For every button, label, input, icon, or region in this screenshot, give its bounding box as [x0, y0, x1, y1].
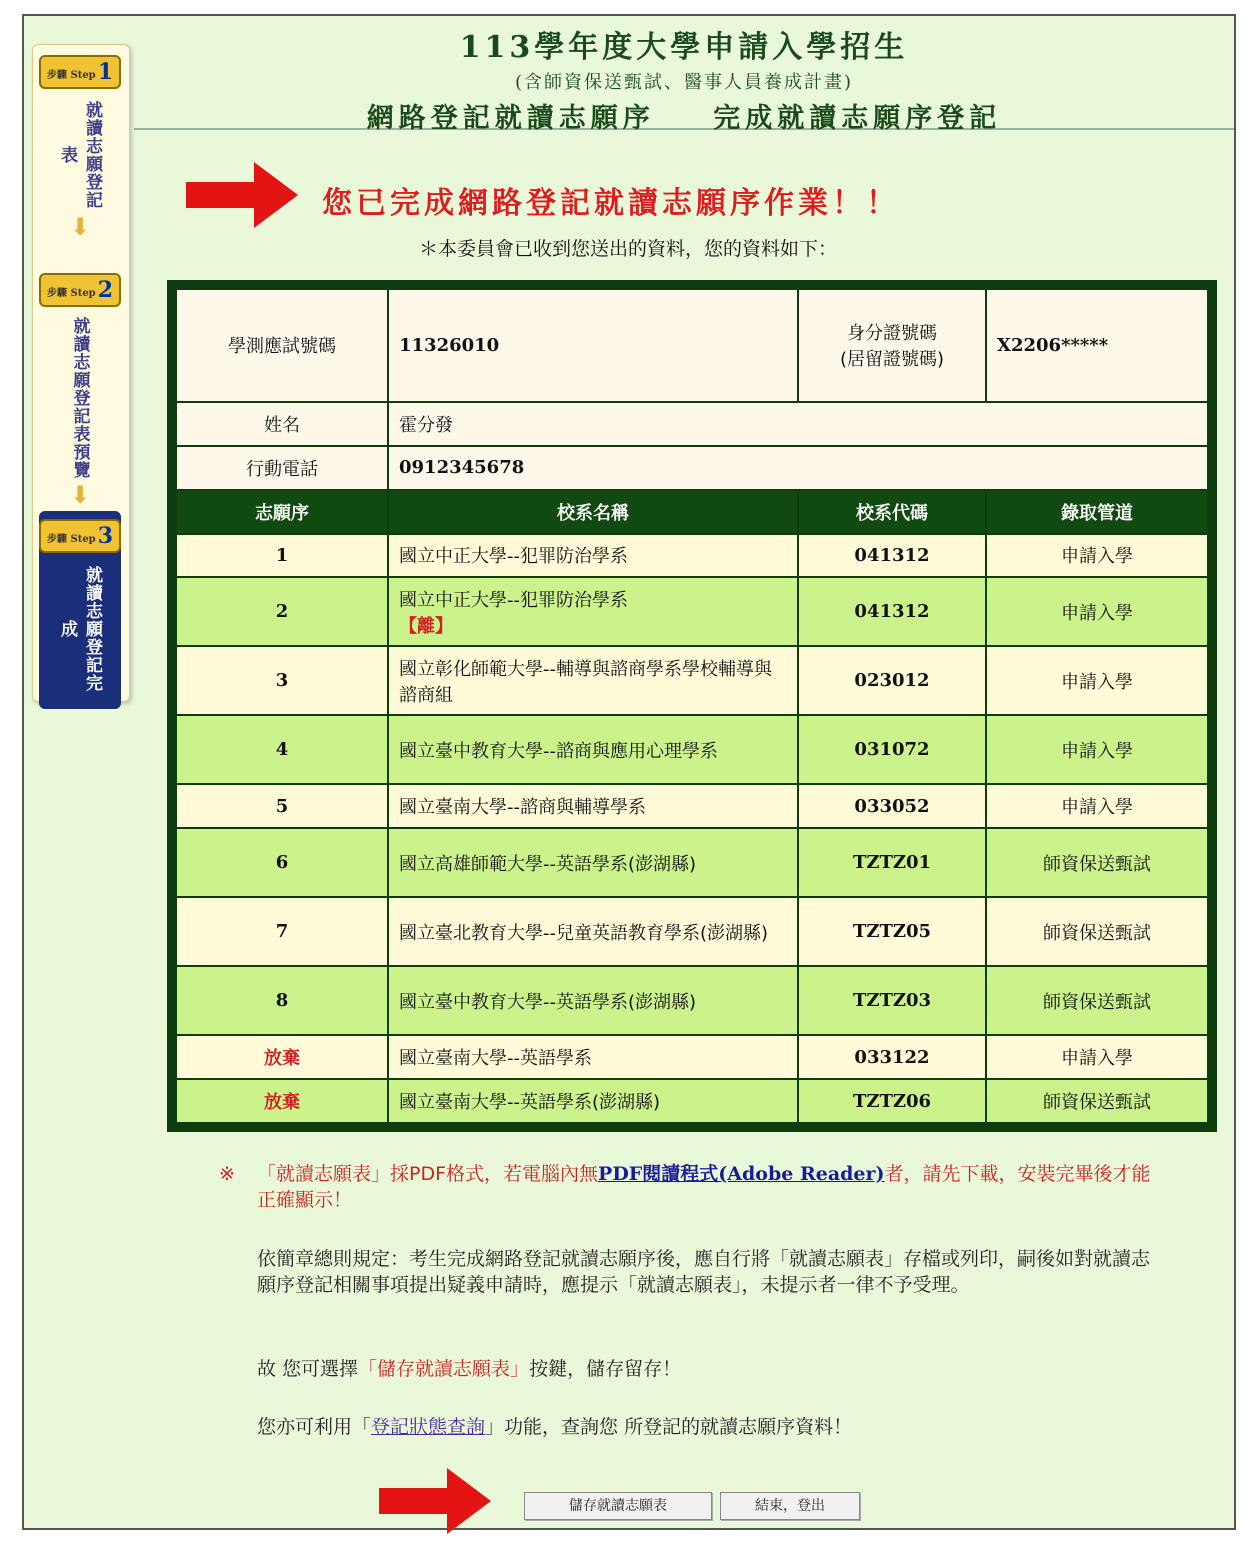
row-code: 033122: [798, 1035, 986, 1079]
row-code: TZTZ01: [798, 828, 986, 897]
row-code: TZTZ06: [798, 1079, 986, 1123]
step-2-label: 就讀志願登記表預覽: [69, 317, 90, 479]
row-channel: 申請入學: [986, 1035, 1208, 1079]
table-row: [176, 966, 1208, 1035]
row-code: 023012: [798, 646, 986, 715]
row-department: 國立臺南大學--英語學系(澎湖縣): [388, 1079, 798, 1123]
step-2: [39, 273, 121, 507]
row-code: 041312: [798, 577, 986, 646]
row-department: 國立中正大學--犯罪防治學系: [388, 534, 798, 578]
row-code: 041312: [798, 534, 986, 578]
row-department: 國立臺南大學--英語學系: [388, 1035, 798, 1079]
table-row: [176, 1035, 1208, 1079]
row-channel: 申請入學: [986, 715, 1208, 784]
heading-right: 完成就讀志願序登記: [713, 103, 1002, 134]
name-label: 姓名: [176, 402, 388, 446]
name-value: 霍分發: [388, 402, 1208, 446]
query-instruction: 您亦可利用「登記狀態查詢」功能，查詢您 所登記的就讀志願序資料！: [257, 1416, 853, 1438]
row-order: 1: [176, 534, 388, 578]
row-channel: 申請入學: [986, 534, 1208, 578]
header-code: 校系代碼: [798, 490, 986, 534]
table-row: [176, 534, 1208, 578]
page-subtitle: (含師資保送甄試、醫事人員養成計畫): [514, 72, 854, 93]
page-header: [134, 16, 1234, 134]
row-code: 031072: [798, 715, 986, 784]
row-order: 4: [176, 715, 388, 784]
table-row: [176, 897, 1208, 966]
red-arrow-icon: [379, 1468, 491, 1534]
table-row: [176, 828, 1208, 897]
row-channel: 師資保送甄試: [986, 966, 1208, 1035]
step-3-label: 就讀志願登記完成: [57, 566, 102, 692]
row-order: 2: [176, 577, 388, 646]
heading-left: 網路登記就讀志願序: [366, 103, 655, 134]
row-department: 國立臺中教育大學--英語學系(澎湖縣): [388, 966, 798, 1035]
step-1: [39, 55, 121, 239]
table-header: [176, 490, 1208, 534]
row-order: 5: [176, 784, 388, 828]
pdf-warning: [219, 1161, 1159, 1213]
phone-label: 行動電話: [176, 446, 388, 490]
step-sidebar: [32, 44, 130, 702]
row-channel: 申請入學: [986, 577, 1208, 646]
step-3-badge: 步驟 Step3: [39, 519, 121, 553]
id-number-value: X2206*****: [986, 289, 1208, 402]
page-frame: [22, 14, 1236, 1530]
row-code: 033052: [798, 784, 986, 828]
received-note: ＊本委員會已收到您送出的資料，您的資料如下：: [419, 238, 838, 260]
header-channel: 錄取管道: [986, 490, 1208, 534]
row-channel: 申請入學: [986, 646, 1208, 715]
row-order: 8: [176, 966, 388, 1035]
table-row: [176, 577, 1208, 646]
row-order: 放棄: [176, 1035, 388, 1079]
rules-text: 依簡章總則規定：考生完成網路登記就讀志願序後，應自行將「就讀志願表」存檔或列印，嗣後如對就讀志願序登記相關事項提出疑義申請時，應提示「就讀志願表」，未提示者一律不予受理。: [257, 1248, 1151, 1296]
page-heading: [134, 96, 1234, 135]
red-arrow-icon: [186, 162, 298, 228]
row-department: 國立中正大學--犯罪防治學系 【離】: [388, 577, 798, 646]
row-channel: 師資保送甄試: [986, 828, 1208, 897]
row-order: 放棄: [176, 1079, 388, 1123]
step-1-label: 就讀志願登記表: [57, 101, 102, 209]
row-department: 國立高雄師範大學--英語學系(澎湖縣): [388, 828, 798, 897]
row-order: 3: [176, 646, 388, 715]
warning-text: 「就讀志願表」採PDF格式，若電腦內無: [257, 1163, 599, 1185]
success-message: 您已完成網路登記就讀志願序作業！！: [322, 186, 900, 221]
save-highlight: 「儲存就讀志願表」: [358, 1358, 530, 1380]
warning-text-end: 者，請先下載，安裝完畢後才能正確顯示！: [257, 1163, 1151, 1211]
arrow-down-icon: ⬇: [69, 481, 91, 509]
phone-value: 0912345678: [388, 446, 1208, 490]
arrow-down-icon: ⬇: [69, 213, 91, 241]
step-1-badge: 步驟 Step1: [39, 55, 121, 89]
table-row: [176, 646, 1208, 715]
table-row: [176, 715, 1208, 784]
warning-mark: ※: [219, 1163, 235, 1185]
row-tag: 【離】: [399, 615, 453, 637]
pdf-reader-link[interactable]: PDF閱讀程式(Adobe Reader): [598, 1163, 885, 1185]
header-order: 志願序: [176, 490, 388, 534]
status-query-link[interactable]: 登記狀態查詢: [371, 1416, 486, 1438]
logout-button[interactable]: 結束，登出: [720, 1492, 860, 1520]
page-title: 113學年度大學申請入學招生: [459, 30, 909, 65]
header-department: 校系名稱: [388, 490, 798, 534]
step-2-badge: 步驟 Step2: [39, 273, 121, 307]
save-choice-button[interactable]: 儲存就讀志願表: [524, 1492, 712, 1520]
id-number-label: 身分證號碼 (居留證號碼): [798, 289, 986, 402]
table-row: [176, 784, 1208, 828]
exam-number-value: 11326010: [388, 289, 798, 402]
exam-number-label: 學測應試號碼: [176, 289, 388, 402]
step-3: [39, 511, 121, 709]
row-channel: 師資保送甄試: [986, 897, 1208, 966]
choices-table: [167, 280, 1217, 1132]
row-order: 6: [176, 828, 388, 897]
row-order: 7: [176, 897, 388, 966]
row-department: 國立彰化師範大學--輔導與諮商學系學校輔導與諮商組: [388, 646, 798, 715]
row-department: 國立臺北教育大學--兒童英語教育學系(澎湖縣): [388, 897, 798, 966]
save-instruction: 故 您可選擇「儲存就讀志願表」按鍵，儲存留存！: [257, 1358, 682, 1380]
row-channel: 師資保送甄試: [986, 1079, 1208, 1123]
row-department: 國立臺中教育大學--諮商與應用心理學系: [388, 715, 798, 784]
row-code: TZTZ05: [798, 897, 986, 966]
row-department: 國立臺南大學--諮商與輔導學系: [388, 784, 798, 828]
row-code: TZTZ03: [798, 966, 986, 1035]
table-row: [176, 1079, 1208, 1123]
row-channel: 申請入學: [986, 784, 1208, 828]
